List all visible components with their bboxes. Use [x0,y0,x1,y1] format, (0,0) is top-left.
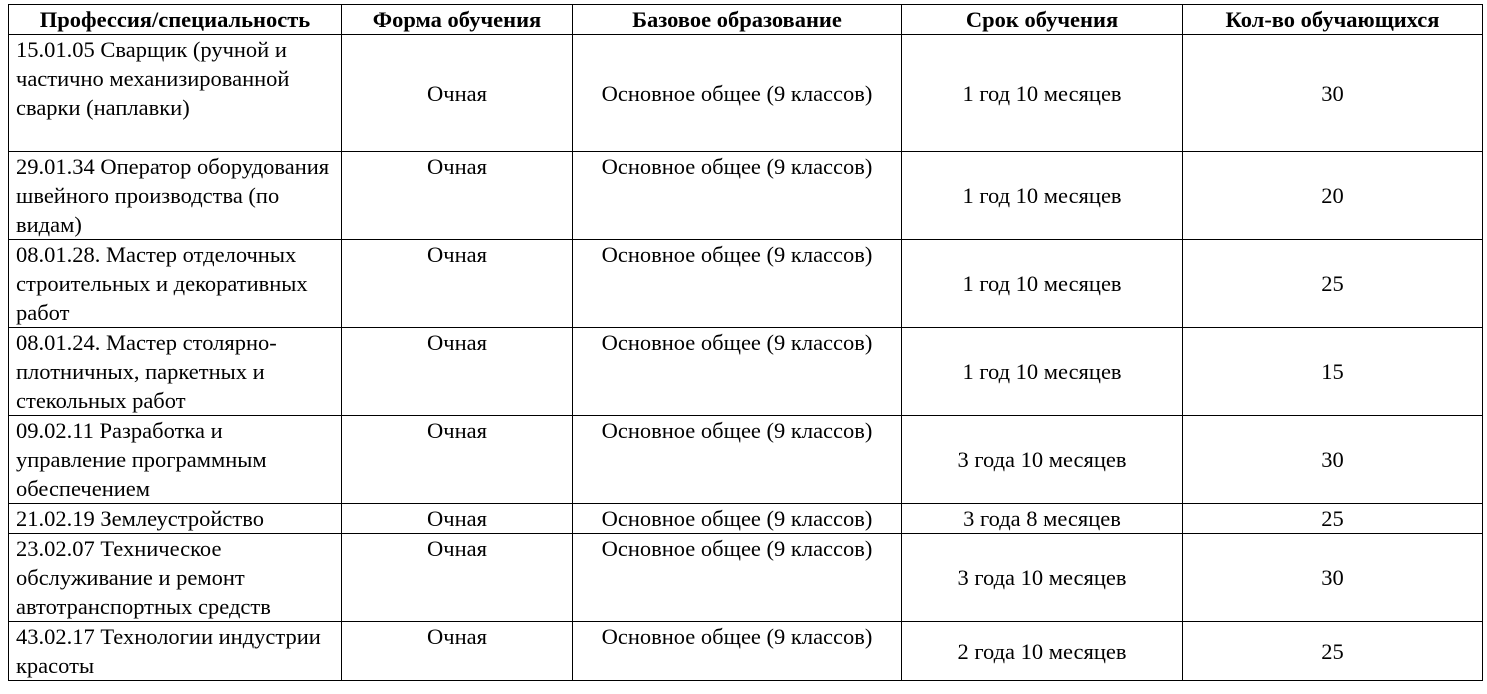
cell-base-education: Основное общее (9 классов) [573,35,902,152]
header-profession: Профессия/специальность [9,5,342,35]
table-row [9,534,1483,622]
cell-base-education: Основное общее (9 классов) [573,328,902,416]
table-row [9,504,1483,534]
cell-student-count: 15 [1183,328,1483,416]
cell-study-form: Очная [342,35,573,152]
cell-profession: 08.01.24. Мастер столярно-плотничных, паркетных и стекольных работ [9,328,342,416]
table-row [9,328,1483,416]
table-row [9,152,1483,240]
cell-study-term: 3 года 8 месяцев [902,504,1183,534]
table-row [9,622,1483,681]
cell-profession: 08.01.28. Мастер отделочных строительных и декоративных работ [9,240,342,328]
cell-base-education: Основное общее (9 классов) [573,416,902,504]
cell-student-count: 30 [1183,416,1483,504]
header-student-count: Кол-во обучающихся [1183,5,1483,35]
table-row [9,416,1483,504]
cell-study-term: 3 года 10 месяцев [902,534,1183,622]
header-study-form: Форма обучения [342,5,573,35]
header-study-term: Срок обучения [902,5,1183,35]
cell-student-count: 25 [1183,240,1483,328]
header-row [9,5,1483,35]
cell-profession: 09.02.11 Разработка и управление программным обеспечением [9,416,342,504]
cell-base-education: Основное общее (9 классов) [573,240,902,328]
cell-base-education: Основное общее (9 классов) [573,622,902,681]
cell-student-count: 30 [1183,35,1483,152]
programs-table [8,4,1483,681]
cell-profession: 29.01.34 Оператор оборудования швейного производства (по видам) [9,152,342,240]
cell-study-term: 1 год 10 месяцев [902,152,1183,240]
cell-profession: 23.02.07 Техническое обслуживание и ремонт автотранспортных средств [9,534,342,622]
cell-student-count: 20 [1183,152,1483,240]
header-base-education: Базовое образование [573,5,902,35]
programs-table-container [8,4,1483,681]
cell-base-education: Основное общее (9 классов) [573,504,902,534]
cell-student-count: 30 [1183,534,1483,622]
cell-profession: 15.01.05 Сварщик (ручной и частично механизированной сварки (наплавки) [9,35,342,152]
cell-study-term: 1 год 10 месяцев [902,35,1183,152]
cell-base-education: Основное общее (9 классов) [573,152,902,240]
cell-study-term: 1 год 10 месяцев [902,240,1183,328]
cell-study-form: Очная [342,504,573,534]
cell-study-form: Очная [342,240,573,328]
cell-profession: 43.02.17 Технологии индустрии красоты [9,622,342,681]
cell-student-count: 25 [1183,622,1483,681]
cell-study-term: 3 года 10 месяцев [902,416,1183,504]
cell-study-form: Очная [342,534,573,622]
cell-study-form: Очная [342,622,573,681]
cell-base-education: Основное общее (9 классов) [573,534,902,622]
cell-profession: 21.02.19 Землеустройство [9,504,342,534]
cell-study-form: Очная [342,152,573,240]
table-row [9,35,1483,152]
cell-study-form: Очная [342,416,573,504]
cell-study-term: 1 год 10 месяцев [902,328,1183,416]
cell-study-term: 2 года 10 месяцев [902,622,1183,681]
cell-study-form: Очная [342,328,573,416]
cell-student-count: 25 [1183,504,1483,534]
table-row [9,240,1483,328]
